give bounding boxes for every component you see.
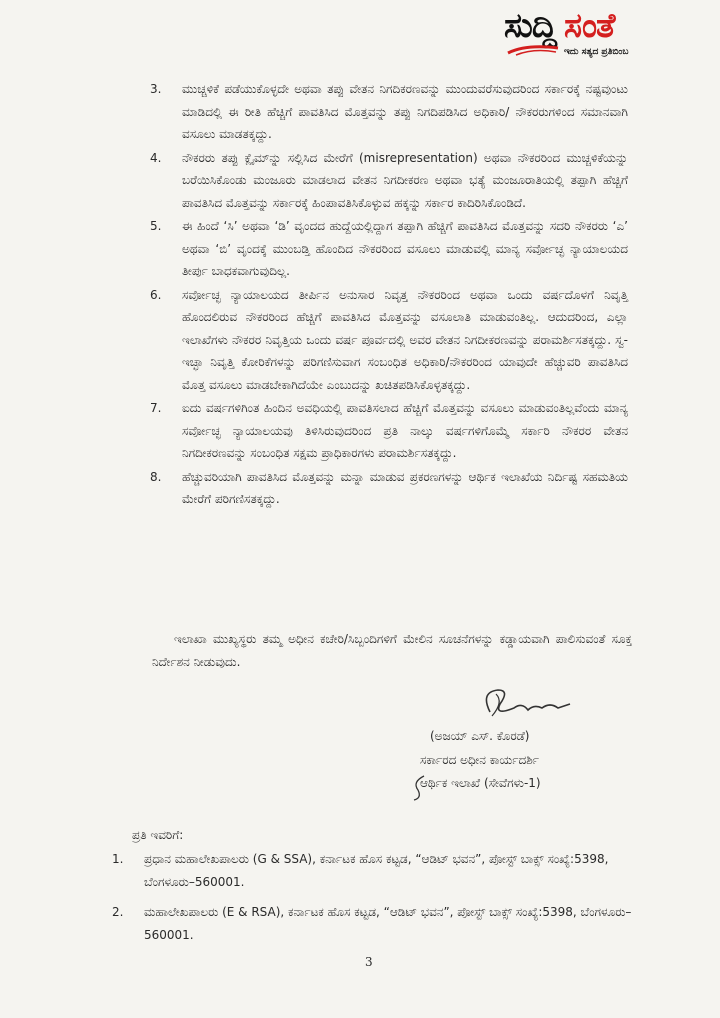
list-item [150,284,628,397]
logo-title [504,6,614,46]
signatory-department: ಆರ್ಥಿಕ ಇಲಾಖೆ (ಸೇವೆಗಳು-1) [420,776,541,790]
closing-instruction: ಇಲಾಖಾ ಮುಖ್ಯಸ್ಥರು ತಮ್ಮ ಅಧೀನ ಕಚೇರಿ/ಸಿಬ್ಬಂದಿಗಳಿಗೆ ಮೇಲಿನ ಸೂಚನೆಗಳನ್ನು ಕಡ್ಡಾಯವಾಗಿ ಪಾಲಿಸುವಂತೆ ಸೂಕ್ತ ನಿರ್ದೇಶನ ನೀಡುವುದು. [152,632,632,669]
list-item [150,215,628,283]
recipient-number: 1. [112,852,124,866]
logo-swoosh-icon [506,44,562,56]
recipient-text: ಪ್ರಧಾನ ಮಹಾಲೇಖಪಾಲರು (G & SSA), ಕರ್ನಾಟಕ ಹೊಸ ಕಟ್ಟಡ, “ಆಡಿಟ್ ಭವನ”, ಪೋಸ್ಟ್ ಬಾಕ್ಸ್ ಸಂಖ್ಯೆ:5398, ಬೆಂಗಳೂರು–560001. [144,852,609,889]
copy-to-heading: ಪ್ರತಿ ಇವರಿಗೆ: [132,828,184,842]
item-text: ಐದು ವರ್ಷಗಳಿಗಿಂತ ಹಿಂದಿನ ಅವಧಿಯಲ್ಲಿ ಪಾವತಿಸಲಾದ ಹೆಚ್ಚಿಗೆ ಮೊತ್ತವನ್ನು ವಸೂಲು ಮಾಡುವಂತಿಲ್ಲವೆಂದು ಮಾನ್ಯ ಸರ್ವೋಚ್ಛ ನ್ಯಾಯಾಲಯವು ತಿಳಿಸಿರುವುದರಿಂದ ಪ್ರತಿ ನಾಲ್ಕು ವರ್ಷಗಳಿಗೊಮ್ಮೆ ಸರ್ಕಾರಿ ನೌಕರರ ವೇತನ ನಿಗದೀಕರಣವನ್ನು ಸಂಬಂಧಿತ ಸಕ್ಷಮ ಪ್ರಾಧಿಕಾರಗಳು ಪರಾಮರ್ಶಿಸತಕ್ಕದ್ದು. [182,401,628,460]
list-item [150,397,628,465]
item-text: ಮುಚ್ಚಳಿಕೆ ಪಡೆಯುಕೊಳ್ಳದೇ ಅಥವಾ ತಪ್ಪು ವೇತನ ನಿಗದಿಕರಣವನ್ನು ಮುಂದುವರೆಸುವುದರಿಂದ ಸರ್ಕಾರಕ್ಕೆ ನಷ್ಟವುಂಟು ಮಾಡಿದಲ್ಲಿ ಈ ರೀತಿ ಹೆಚ್ಚಿಗೆ ಪಾವತಿಸಿದ ಮೊತ್ತವನ್ನು ತಪ್ಪು ನಿಗದಿಪಡಿಸಿದ ಅಧಿಕಾರಿ/ ನೌಕರರುಗಳಿಂದ ಸಮಾನವಾಗಿ ವಸೂಲು ಮಾಡತಕ್ಕದ್ದು. [182,82,628,141]
logo-tagline: ಇದು ಸತ್ಯದ ಪ್ರತಿಬಿಂಬ [564,47,629,57]
list-item [150,78,628,146]
logo-word-2: ಸಂತೆ [563,6,615,46]
recipient-item [112,848,632,894]
item-number: 6. [150,287,162,302]
recipient-text: ಮಹಾಲೇಖಪಾಲರು (E & RSA), ಕರ್ನಾಟಕ ಹೊಸ ಕಟ್ಟಡ, “ಆಡಿಟ್ ಭವನ”, ಪೋಸ್ಟ್ ಬಾಕ್ಸ್ ಸಂಖ್ಯೆ:5398, ಬೆಂಗಳೂರು–560001. [144,905,632,942]
signatory-title: ಸರ್ಕಾರದ ಅಧೀನ ಕಾರ್ಯದರ್ಶಿ [420,753,539,767]
recipient-number: 2. [112,905,124,919]
brand-logo [504,6,714,62]
logo-word-1: ಸುದ್ದಿ [504,6,556,46]
page-number: 3 [365,955,373,969]
item-text: ಸರ್ವೋಚ್ಛ ನ್ಯಾಯಾಲಯದ ತೀರ್ಪಿನ ಅನುಸಾರ ನಿವೃತ್ತ ನೌಕರರಿಂದ ಅಥವಾ ಒಂದು ವರ್ಷದೊಳಗೆ ನಿವೃತ್ತಿ ಹೊಂದಲಿರುವ ನೌಕರರಿಂದ ಹೆಚ್ಚಿಗೆ ಪಾವತಿಸಿದ ಮೊತ್ತವನ್ನು ವಸೂಲಾತಿ ಮಾಡುವಂತಿಲ್ಲ. ಆದುದರಿಂದ, ಎಲ್ಲಾ ಇಲಾಖೆಗಳು ನೌಕರರ ನಿವೃತ್ತಿಯ ಒಂದು ವರ್ಷ ಪೂರ್ವದಲ್ಲಿ ಅವರ ವೇತನ ನಿಗದೀಕರಣವನ್ನು ಪರಾಮರ್ಶಿಸತಕ್ಕದ್ದು. ಸ್ವ-ಇಚ್ಛಾ ನಿವೃತ್ತಿ ಕೋರಿಕೆಗಳನ್ನು ಪರಿಗಣಿಸುವಾಗ ಸಂಬಂಧಿತ ಅಧಿಕಾರಿ/ನೌಕರರಿಂದ ಯಾವುದೇ ಹೆಚ್ಚುವರಿ ಪಾವತಿಸಿದ ಮೊತ್ತ ವಸೂಲು ಮಾಡಬೇಕಾಗಿದೆಯೇ ಎಂಬುದನ್ನು ಖಚಿತಪಡಿಸಿಕೊಳ್ಳತಕ್ಕದ್ದು. [182,287,628,392]
item-number: 8. [150,469,162,484]
item-text: ಈ ಹಿಂದೆ ‘ಸಿ’ ಅಥವಾ ‘ಡಿ’ ವೃಂದದ ಹುದ್ದೆಯಲ್ಲಿದ್ದಾಗ ತಪ್ಪಾಗಿ ಹೆಚ್ಚಿಗೆ ಪಾವತಿಸಿದ ಮೊತ್ತವನ್ನು ಸದರಿ ನೌಕರರು ‘ಎ’ ಅಥವಾ ‘ಬಿ’ ವೃಂದಕ್ಕೆ ಮುಂಬಡ್ತಿ ಹೊಂದಿದ ನೌಕರರಿಂದ ವಸೂಲು ಮಾಡುವಲ್ಲಿ ಮಾನ್ಯ ಸರ್ವೋಚ್ಛ ನ್ಯಾಯಾಲಯದ ತೀರ್ಪು ಬಾಧಕವಾಗುವುದಿಲ್ಲ. [182,219,628,278]
item-number: 4. [150,150,162,165]
signature-icon [470,682,580,722]
list-item [150,147,628,215]
item-text: ಹೆಚ್ಚುವರಿಯಾಗಿ ಪಾವತಿಸಿದ ಮೊತ್ತವನ್ನು ಮನ್ನಾ ಮಾಡುವ ಪ್ರಕರಣಗಳನ್ನು ಆರ್ಥಿಕ ಇಲಾಖೆಯ ನಿರ್ದಿಷ್ಟ ಸಹಮತಿಯ ಮೇರೆಗೆ ಪರಿಗಣಿಸತಕ್ಕದ್ದು. [182,469,628,506]
recipient-item [112,901,632,947]
recipient-list [112,848,632,954]
item-number: 7. [150,401,162,415]
instruction-list [150,78,628,512]
signatory-name: (ಅಜಯ್ ಎಸ್. ಕೊರಡೆ) [430,729,530,743]
item-number: 3. [150,82,162,96]
item-text: ನೌಕರರು ತಪ್ಪು ಕ್ಲೈಮ್‌ನ್ನು ಸಲ್ಲಿಸಿದ ಮೇರೆಗೆ (misrepresentation) ಅಥವಾ ನೌಕರರಿಂದ ಮುಚ್ಚಳಿಕೆಯನ್ನು ಬರೆಯಿಸಿಕೊಂಡು ಮಂಜೂರು ಮಾಡಲಾದ ವೇತನ ನಿಗದೀಕರಣ ಅಥವಾ ಭತ್ಯೆ ಮಂಜೂರಾತಿಯಲ್ಲಿ ತಪ್ಪಾಗಿ ಹೆಚ್ಚಿಗೆ ಪಾವತಿಸಿದ ಮೊತ್ತವನ್ನು ಸರ್ಕಾರಕ್ಕೆ ಹಿಂಪಾವತಿಸಿಕೊಳ್ಳುವ ಹಕ್ಕನ್ನು ಸರ್ಕಾರ ಕಾದಿರಿಸಿಕೊಂಡಿದೆ. [182,150,628,210]
list-item [150,466,628,511]
item-number: 5. [150,219,162,233]
